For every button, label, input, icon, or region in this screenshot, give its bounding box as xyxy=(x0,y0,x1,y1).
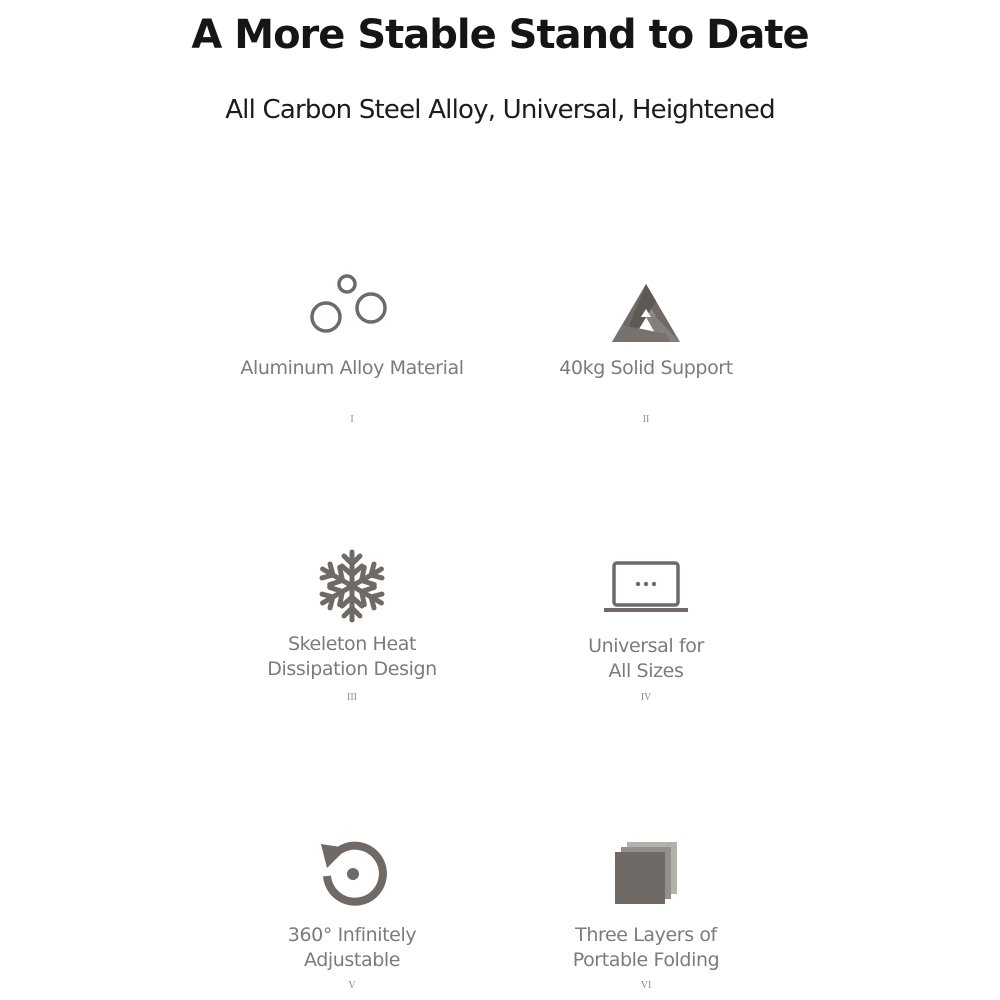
page-subtitle: All Carbon Steel Alloy, Universal, Heightened xyxy=(225,95,775,125)
feature-aluminum-alloy xyxy=(192,260,512,440)
feature-numeral: II xyxy=(642,414,650,425)
feature-label: Skeleton Heat Dissipation Design xyxy=(267,633,437,680)
impossible-triangle-icon xyxy=(610,282,682,344)
feature-numeral: III xyxy=(347,692,357,703)
feature-numeral: V xyxy=(348,980,356,991)
snowflake-icon xyxy=(314,548,390,624)
laptop-icon xyxy=(602,560,690,616)
feature-label: 360° Infinitely Adjustable xyxy=(287,924,417,971)
feature-label: 40kg Solid Support xyxy=(559,357,733,379)
feature-solid-support xyxy=(486,260,806,440)
feature-numeral: I xyxy=(350,414,354,425)
feature-label: Three Layers of Portable Folding xyxy=(572,924,720,971)
feature-universal-sizes xyxy=(486,540,806,720)
feature-label: Universal for All Sizes xyxy=(588,635,704,682)
feature-numeral: IV xyxy=(640,692,652,703)
feature-360-adjustable xyxy=(192,830,512,1000)
feature-numeral: VI xyxy=(640,980,652,991)
circles-icon xyxy=(307,270,397,340)
page-title: A More Stable Stand to Date xyxy=(191,12,809,58)
layers-icon xyxy=(613,840,679,906)
feature-label: Aluminum Alloy Material xyxy=(240,357,464,379)
feature-portable-folding xyxy=(486,830,806,1000)
rotate-icon xyxy=(317,838,387,908)
feature-heat-dissipation xyxy=(192,540,512,720)
